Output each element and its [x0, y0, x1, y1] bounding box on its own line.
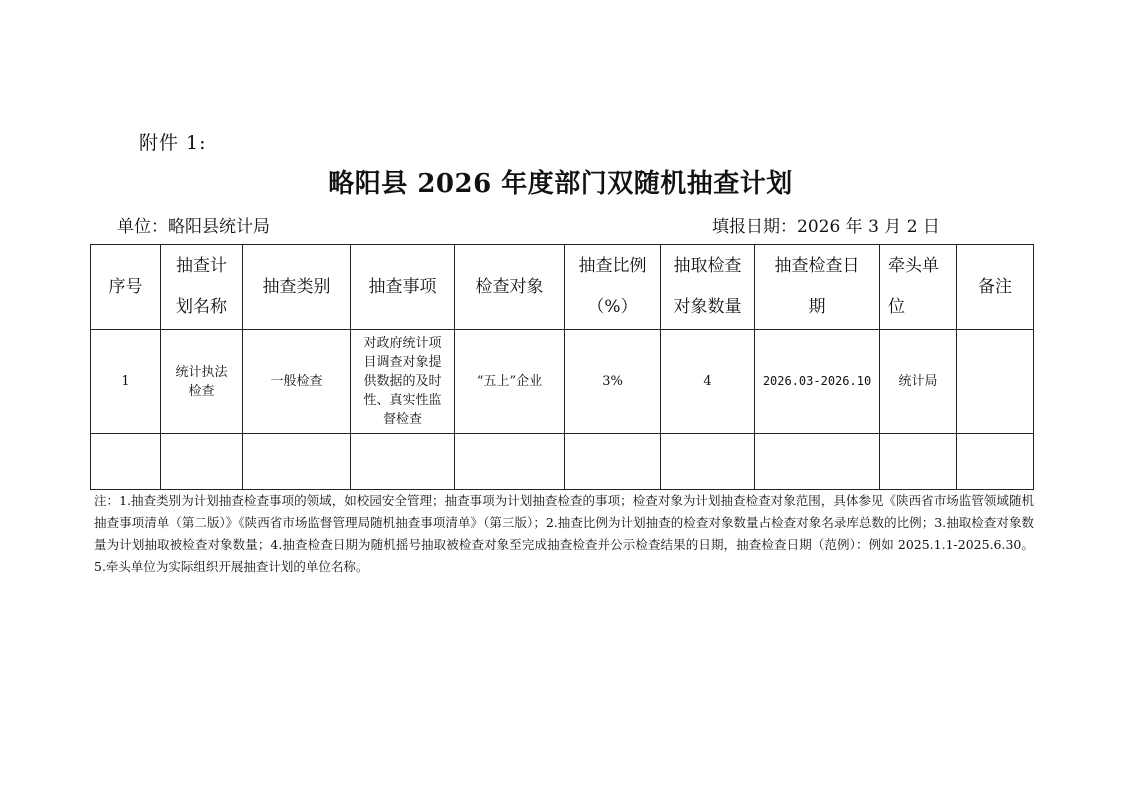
cell-ratio: 3% — [565, 330, 661, 434]
cell-lead-unit: 统计局 — [880, 330, 957, 434]
table-row-empty — [91, 434, 1034, 490]
cell-plan-name: 统计执法 检查 — [161, 330, 243, 434]
header-date: 抽查检查日 期 — [755, 245, 880, 330]
cell-seq: 1 — [91, 330, 161, 434]
report-date: 填报日期：2026 年 3 月 2 日 — [712, 217, 940, 237]
header-plan-name: 抽查计 划名称 — [161, 245, 243, 330]
header-count: 抽取检查 对象数量 — [661, 245, 755, 330]
cell-object: “五上”企业 — [455, 330, 565, 434]
cell-item: 对政府统计项 目调查对象提 供数据的及时 性、真实性监 督检查 — [351, 330, 455, 434]
cell-count: 4 — [661, 330, 755, 434]
page-title: 略阳县 2026 年度部门双随机抽查计划 — [328, 169, 793, 199]
footnote: 注：1.抽查类别为计划抽查检查事项的领域，如校园安全管理；抽查事项为计划抽查检查的事项；检查对象为计划抽查检查对象范围，具体参见《陕西省市场监管领域随机抽查事项清单（第二版）》《陕西省市场监督管理局随机抽查事项清单》（第三版）；2.抽查比例为计划抽查的检查对象数量占检查对象名录库总数的比例；3.抽取检查对象数量为计划抽取被检查对象数量；4.抽查检查日期为随机摇号抽取被检查对象至完成抽查检查并公示检查结果的日期，抽查检查日期（范例）：例如 2025.1.1-2025.6.30。5.牵头单位为实际组织开展抽查计划的单位名称。 — [94, 493, 1034, 574]
cell-remark — [957, 330, 1034, 434]
attachment-label: 附件 1: — [139, 132, 207, 154]
table-row — [91, 330, 1034, 434]
header-ratio: 抽查比例 （%） — [565, 245, 661, 330]
header-category: 抽查类别 — [243, 245, 351, 330]
header-lead-unit: 牵头单 位 — [880, 245, 957, 330]
cell-date: 2026.03-2026.10 — [755, 330, 880, 434]
header-seq: 序号 — [91, 245, 161, 330]
inspection-plan-table — [90, 244, 1034, 490]
header-remark: 备注 — [957, 245, 1034, 330]
table-header-row — [91, 245, 1034, 330]
cell-category: 一般检查 — [243, 330, 351, 434]
unit-label: 单位：略阳县统计局 — [117, 217, 270, 237]
header-object: 检查对象 — [455, 245, 565, 330]
header-item: 抽查事项 — [351, 245, 455, 330]
